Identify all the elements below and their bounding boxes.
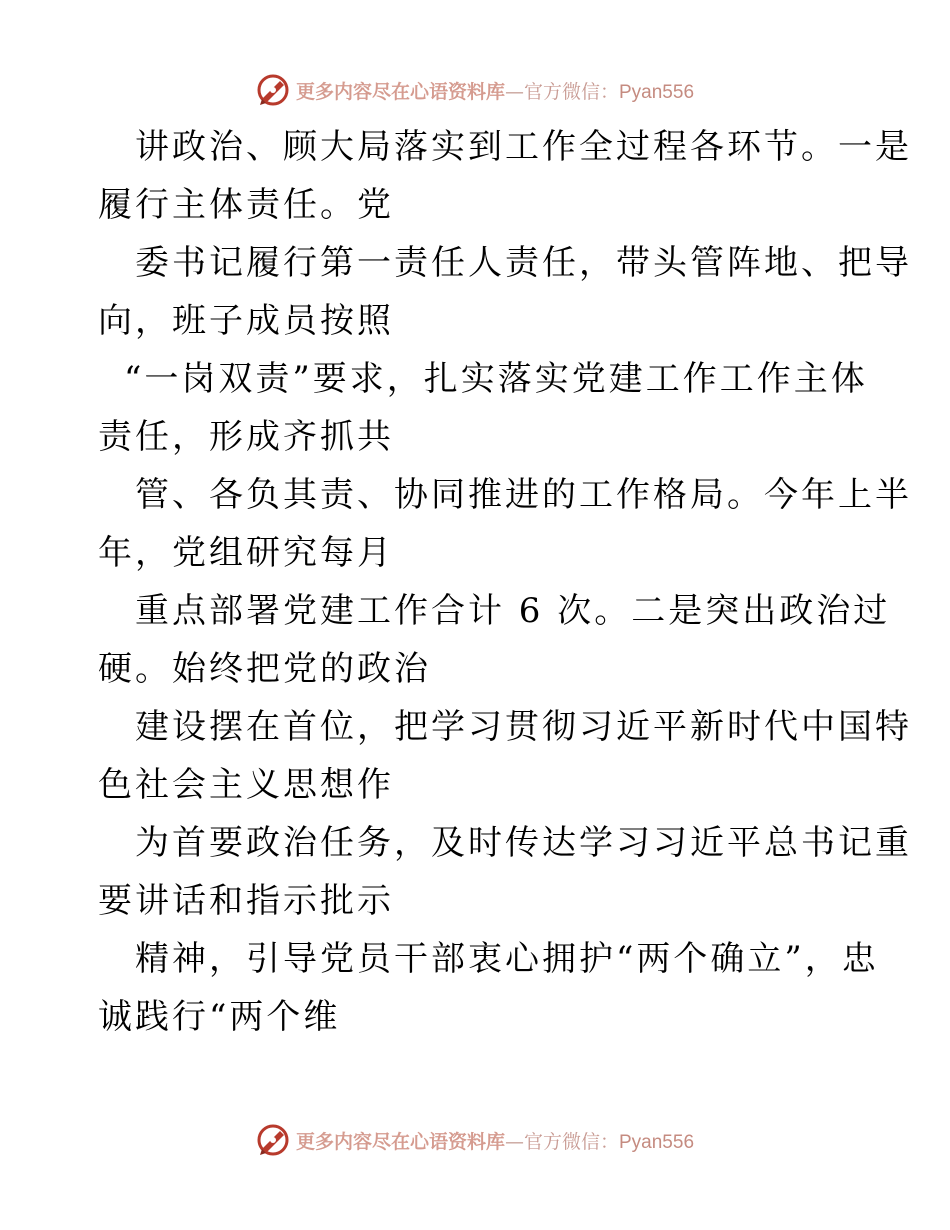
paragraph — [0, 582, 950, 698]
paragraph — [0, 814, 950, 930]
banner-separator: — — [504, 80, 524, 103]
banner-wechat-label: 官方微信： — [523, 80, 619, 103]
banner-text — [296, 1127, 694, 1154]
paragraph-line: 委书记履行第一责任人责任，带头管阵地、把导 — [135, 243, 912, 283]
header-banner — [0, 70, 950, 110]
paragraph — [0, 350, 950, 466]
pen-logo-icon — [256, 1123, 290, 1157]
banner-wechat-label: 官方微信： — [523, 1130, 619, 1153]
paragraph-line: “一岗双责”要求，扎实落实党建工作工作主体 — [124, 359, 868, 399]
banner-text — [296, 77, 694, 104]
paragraph-line: 建设摆在首位，把学习贯彻习近平新时代中国特 — [135, 707, 912, 747]
banner-account: Pyan556 — [619, 1131, 695, 1153]
paragraph — [0, 118, 950, 234]
footer-banner — [0, 1120, 950, 1160]
banner-account: Pyan556 — [619, 81, 695, 103]
paragraph-line: 向，班子成员按照 — [98, 301, 394, 341]
paragraph-line: 年，党组研究每月 — [98, 533, 394, 573]
document-body — [0, 118, 950, 1046]
paragraph-line: 色社会主义思想作 — [98, 765, 394, 805]
paragraph-line: 讲政治、顾大局落实到工作全过程各环节。一是 — [135, 127, 912, 167]
paragraph — [0, 930, 950, 1046]
pen-logo-icon — [256, 73, 290, 107]
paragraph-line: 诚践行“两个维 — [98, 997, 341, 1037]
paragraph-line: 责任，形成齐抓共 — [98, 417, 394, 457]
banner-separator: — — [504, 1130, 524, 1153]
paragraph — [0, 466, 950, 582]
paragraph-line: 管、各负其责、协同推进的工作格局。今年上半 — [135, 475, 912, 515]
banner-brand: 更多内容尽在心语资料库 — [295, 1130, 505, 1153]
paragraph — [0, 234, 950, 350]
paragraph — [0, 698, 950, 814]
paragraph-line: 履行主体责任。党 — [98, 185, 394, 225]
paragraph-line: 精神，引导党员干部衷心拥护“两个确立”，忠 — [135, 939, 879, 979]
paragraph-line: 为首要政治任务，及时传达学习习近平总书记重 — [135, 823, 912, 863]
banner-brand: 更多内容尽在心语资料库 — [295, 80, 505, 103]
paragraph-line: 重点部署党建工作合计 6 次。二是突出政治过 — [135, 591, 891, 631]
paragraph-line: 硬。始终把党的政治 — [98, 649, 431, 689]
paragraph-line: 要讲话和指示批示 — [98, 881, 394, 921]
